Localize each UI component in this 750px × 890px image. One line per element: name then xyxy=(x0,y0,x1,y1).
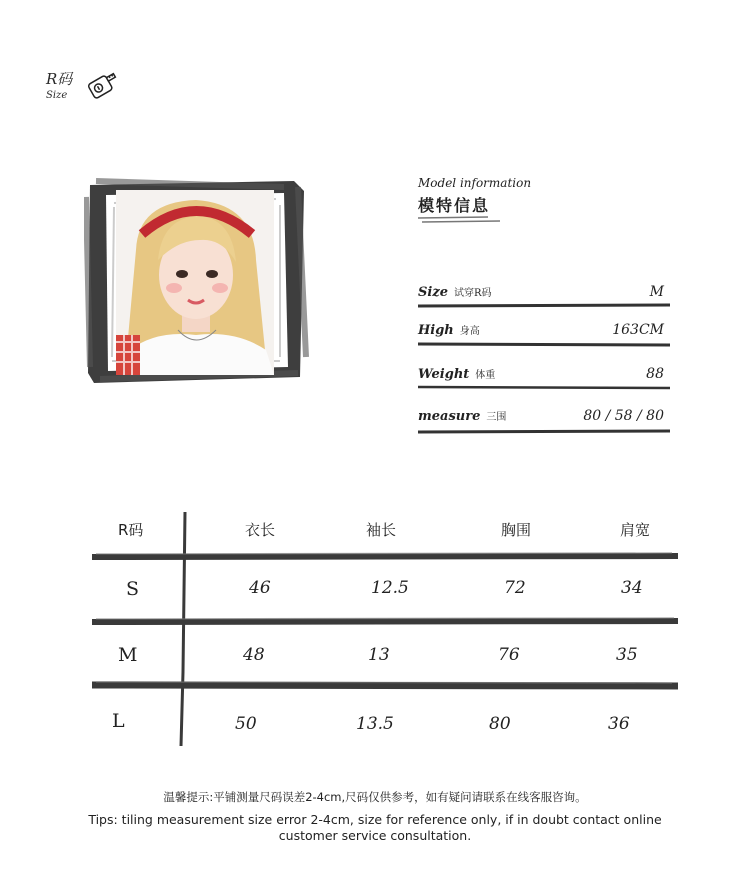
size-m-shoulder: 35 xyxy=(616,645,638,665)
model-height-divider xyxy=(418,340,670,348)
table-line-2 xyxy=(92,614,678,628)
size-header-label: R码 xyxy=(118,521,144,539)
model-height-value: 163CM xyxy=(612,322,664,338)
size-title: R码 xyxy=(46,70,73,88)
size-m-label: M xyxy=(118,644,138,666)
model-weight-label: Weight 体重 xyxy=(418,367,496,382)
model-weight-value: 88 xyxy=(646,366,664,382)
size-s-label: S xyxy=(126,578,140,600)
model-size-row xyxy=(418,280,668,302)
size-subtitle: Size xyxy=(46,90,68,101)
sleeve-header-label: 袖长 xyxy=(366,521,397,539)
model-info-title-cn: 模特信息 xyxy=(418,196,491,215)
model-measure-value: 80 / 58 / 80 xyxy=(583,408,664,424)
model-measure-divider xyxy=(418,428,670,436)
model-size-label: Size 试穿R码 xyxy=(418,285,492,300)
size-l-shoulder: 36 xyxy=(608,714,630,734)
size-l-label: L xyxy=(112,710,125,732)
size-s-chest: 72 xyxy=(504,578,526,598)
model-height-row xyxy=(418,318,668,340)
size-s-shoulder: 34 xyxy=(621,578,643,598)
model-info-underline xyxy=(418,216,500,224)
tips-chinese: 温馨提示:平铺测量尺码误差2-4cm,尺码仅供参考，如有疑问请联系在线客服咨询。 xyxy=(163,790,587,804)
size-m-chest: 76 xyxy=(498,645,520,665)
shoulder-header-label: 肩宽 xyxy=(620,521,651,539)
table-line-3 xyxy=(92,678,678,692)
size-l-sleeve: 13.5 xyxy=(356,714,394,734)
size-s-length: 46 xyxy=(249,578,271,598)
size-l-length: 50 xyxy=(235,714,257,734)
size-l-chest: 80 xyxy=(489,714,511,734)
model-measure-label: measure 三围 xyxy=(418,409,507,424)
length-header-label: 衣长 xyxy=(245,521,276,539)
model-weight-row xyxy=(418,362,668,384)
model-weight-divider xyxy=(418,384,670,392)
table-vertical-divider xyxy=(176,512,190,746)
chest-header-label: 胸围 xyxy=(501,521,532,539)
size-m-sleeve: 13 xyxy=(368,645,390,665)
model-size-value: M xyxy=(649,284,664,300)
table-line-1 xyxy=(92,550,678,564)
tape-measure-icon xyxy=(84,68,120,104)
tips-english: Tips: tiling measurement size error 2-4cm, size for reference only, if in doubt contact online customer service consultation. xyxy=(88,812,662,843)
size-s-sleeve: 12.5 xyxy=(371,578,409,598)
model-info-title: Model information xyxy=(418,176,532,190)
size-m-length: 48 xyxy=(243,645,265,665)
model-size-divider xyxy=(418,302,670,310)
model-measure-row xyxy=(418,404,668,426)
model-photo xyxy=(116,190,274,375)
model-height-label: High 身高 xyxy=(418,323,480,338)
